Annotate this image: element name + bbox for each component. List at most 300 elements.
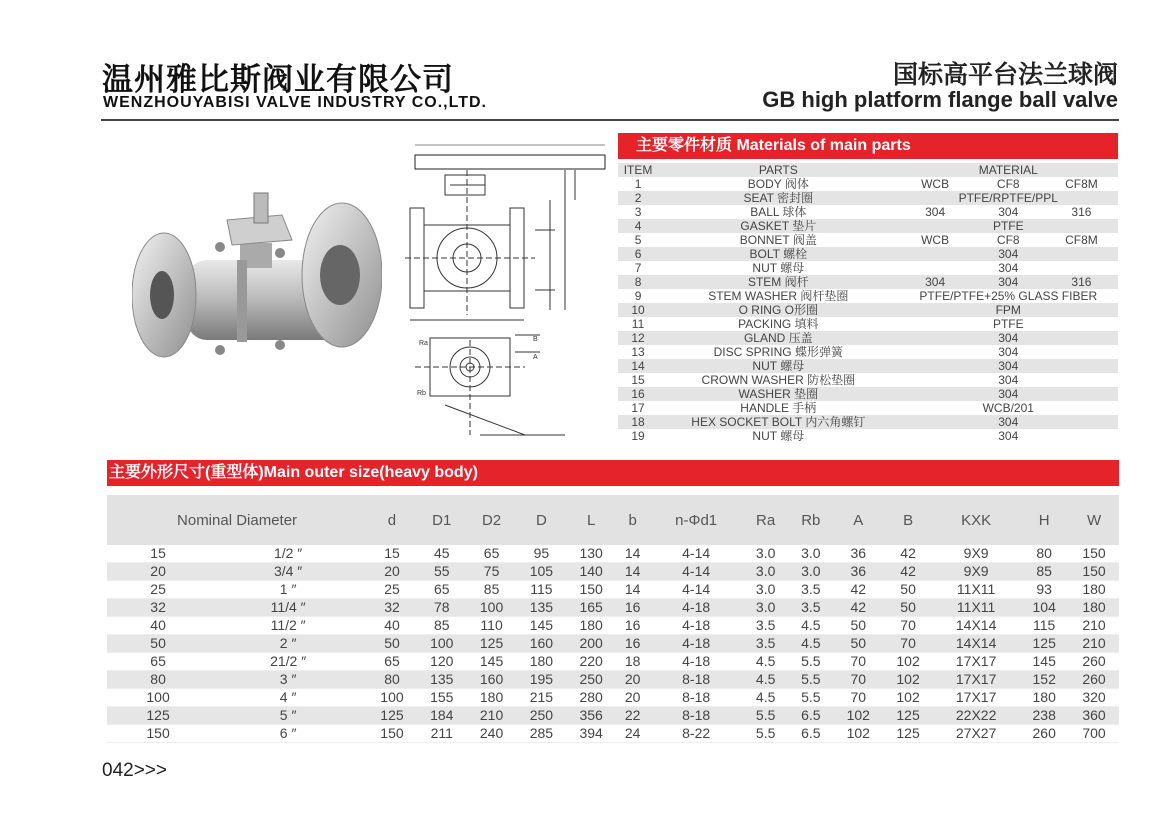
size-value-cell: 85 <box>483 581 500 597</box>
size-value-cell: 20 <box>624 671 641 687</box>
size-value-cell: 50 <box>850 635 867 651</box>
size-dn-cell: 125 <box>146 707 170 723</box>
label-b: B <box>533 336 538 343</box>
size-value-cell: 3.5 <box>801 599 821 615</box>
size-value-cell: 5.5 <box>801 671 821 687</box>
size-dn-cell: 150 <box>146 725 170 741</box>
material-item-no: 19 <box>631 429 645 443</box>
product-title-cn: 国标高平台法兰球阀 <box>892 60 1118 89</box>
size-inch-cell: 2 ″ <box>279 635 297 651</box>
material-value: 304 <box>998 205 1019 219</box>
material-row <box>618 387 1118 401</box>
size-value-cell: 200 <box>579 635 603 651</box>
size-value-cell: 100 <box>380 689 404 705</box>
material-value: PTFE <box>992 219 1024 233</box>
size-header-cell: A <box>833 495 883 545</box>
size-value-cell: 17X17 <box>955 653 997 669</box>
size-value-cell: 4.5 <box>801 617 821 633</box>
size-value-cell: 356 <box>579 707 603 723</box>
size-value-cell: 160 <box>479 671 504 687</box>
size-value-cell: 70 <box>850 671 867 687</box>
size-value-cell: 280 <box>579 689 603 705</box>
size-inch-cell: 5 ″ <box>279 707 297 723</box>
size-inch-cell: 21/2 ″ <box>270 653 307 669</box>
material-value: 304 <box>998 359 1019 373</box>
material-value: 316 <box>1071 205 1092 219</box>
size-inch-cell: 4 ″ <box>279 689 297 705</box>
size-value-cell: 70 <box>850 653 867 669</box>
size-value-cell: 3.5 <box>801 581 821 597</box>
size-value-cell: 3.5 <box>755 617 776 633</box>
material-row <box>618 401 1118 415</box>
size-value-cell: 250 <box>529 707 554 723</box>
size-value-cell: 260 <box>1082 671 1106 687</box>
size-value-cell: 210 <box>479 707 504 723</box>
material-value: 304 <box>998 387 1019 401</box>
size-value-cell: 240 <box>479 725 504 741</box>
size-value-cell: 238 <box>1032 707 1056 723</box>
size-row <box>107 689 1119 707</box>
size-value-cell: 8-18 <box>682 671 711 687</box>
material-item-no: 2 <box>634 191 642 205</box>
size-value-cell: 4-18 <box>682 635 711 651</box>
size-value-cell: 125 <box>380 707 404 723</box>
size-value-cell: 100 <box>479 599 504 615</box>
size-value-cell: 65 <box>433 581 450 597</box>
size-value-cell: 70 <box>900 635 916 651</box>
size-value-cell: 9X9 <box>963 545 989 561</box>
size-value-cell: 135 <box>529 599 554 615</box>
size-value-cell: 32 <box>384 599 400 615</box>
material-value: 304 <box>998 345 1019 359</box>
size-value-cell: 42 <box>850 599 867 615</box>
size-value-cell: 22X22 <box>955 707 997 723</box>
material-row <box>618 345 1118 359</box>
size-value-cell: 165 <box>579 599 603 615</box>
material-item-no: 6 <box>634 247 642 261</box>
header-item: ITEM <box>623 163 653 177</box>
size-value-cell: 6.5 <box>801 725 821 741</box>
material-value: WCB <box>921 233 950 247</box>
size-value-cell: 140 <box>579 563 603 579</box>
size-value-cell: 75 <box>483 563 500 579</box>
size-row <box>107 653 1119 671</box>
size-header-cell: KXK <box>933 495 1019 545</box>
size-value-cell: 100 <box>430 635 454 651</box>
size-value-cell: 394 <box>579 725 603 741</box>
material-value: 304 <box>998 429 1019 443</box>
header-parts: PARTS <box>758 163 798 177</box>
size-value-cell: 14 <box>624 581 641 597</box>
material-row <box>618 429 1118 443</box>
size-header-cell: D1 <box>417 495 467 545</box>
material-value: 304 <box>998 373 1019 387</box>
size-row <box>107 617 1119 635</box>
size-value-cell: 160 <box>529 635 554 651</box>
material-part-name: STEM 阀杆 <box>747 275 809 289</box>
material-row <box>618 359 1118 373</box>
size-value-cell: 130 <box>579 545 603 561</box>
size-header-cell: b <box>616 495 649 545</box>
size-row <box>107 581 1119 599</box>
size-value-cell: 360 <box>1082 707 1106 723</box>
size-value-cell: 150 <box>1082 563 1106 579</box>
material-part-name: HEX SOCKET BOLT 内六角螺钉 <box>691 415 866 429</box>
size-dn-cell: 80 <box>150 671 166 687</box>
materials-table <box>618 163 1118 443</box>
size-dn-cell: 65 <box>150 653 166 669</box>
label-a: A <box>533 354 538 361</box>
material-value: 316 <box>1071 275 1092 289</box>
size-value-cell: 184 <box>430 707 454 723</box>
size-value-cell: 93 <box>1036 581 1052 597</box>
size-value-cell: 220 <box>579 653 603 669</box>
material-row <box>618 261 1118 275</box>
size-value-cell: 180 <box>1032 689 1056 705</box>
size-value-cell: 17X17 <box>955 671 997 687</box>
material-part-name: BOLT 螺栓 <box>749 247 808 261</box>
size-value-cell: 3.5 <box>755 635 776 651</box>
material-item-no: 5 <box>634 233 642 247</box>
size-value-cell: 125 <box>896 707 920 723</box>
size-row <box>107 563 1119 581</box>
size-value-cell: 27X27 <box>955 725 997 741</box>
material-item-no: 13 <box>631 345 645 359</box>
material-part-name: BODY 阀体 <box>747 177 809 191</box>
size-value-cell: 4-14 <box>682 581 711 597</box>
material-part-name: CROWN WASHER 防松垫圈 <box>701 373 856 387</box>
material-row <box>618 233 1118 247</box>
size-value-cell: 260 <box>1032 725 1056 741</box>
size-value-cell: 115 <box>1033 617 1056 633</box>
size-value-cell: 210 <box>1082 635 1106 651</box>
size-value-cell: 24 <box>624 725 641 741</box>
size-value-cell: 42 <box>850 581 867 597</box>
material-value: 304 <box>925 275 946 289</box>
size-value-cell: 5.5 <box>755 725 776 741</box>
material-value: FPM <box>995 303 1021 317</box>
size-value-cell: 145 <box>529 617 554 633</box>
size-value-cell: 4-14 <box>682 545 711 561</box>
material-value: 304 <box>998 415 1019 429</box>
material-item-no: 17 <box>631 401 645 415</box>
material-item-no: 14 <box>631 359 645 373</box>
size-value-cell: 65 <box>483 545 500 561</box>
label-ra: Ra <box>419 340 428 347</box>
size-value-cell: 152 <box>1032 671 1056 687</box>
material-part-name: PACKING 填料 <box>738 317 819 331</box>
valve-technical-drawing <box>405 140 615 440</box>
material-item-no: 7 <box>634 261 642 275</box>
material-part-name: BALL 球体 <box>750 205 807 219</box>
size-value-cell: 3.0 <box>801 563 821 579</box>
material-value: 304 <box>998 261 1019 275</box>
size-value-cell: 50 <box>900 599 916 615</box>
material-value: WCB/201 <box>982 401 1034 415</box>
material-row <box>618 191 1118 205</box>
size-value-cell: 4-18 <box>682 617 711 633</box>
size-value-cell: 180 <box>529 653 554 669</box>
size-value-cell: 210 <box>1082 617 1106 633</box>
size-value-cell: 11X11 <box>956 581 996 597</box>
size-header-cell: D <box>516 495 566 545</box>
size-header-cell: Rb <box>788 495 833 545</box>
size-value-cell: 180 <box>479 689 504 705</box>
material-part-name: SEAT 密封圈 <box>743 191 814 205</box>
size-value-cell: 50 <box>384 635 400 651</box>
valve-photo <box>132 185 382 390</box>
size-value-cell: 211 <box>430 725 453 741</box>
size-value-cell: 102 <box>846 725 870 741</box>
sizes-title-bar: 主要外形尺寸(重型体)Main outer size(heavy body) <box>107 460 1119 486</box>
size-inch-cell: 11/4 ″ <box>270 599 306 615</box>
size-value-cell: 150 <box>579 581 603 597</box>
size-value-cell: 14 <box>624 563 641 579</box>
size-value-cell: 16 <box>624 635 641 651</box>
material-row <box>618 303 1118 317</box>
size-value-cell: 45 <box>433 545 450 561</box>
size-value-cell: 102 <box>896 671 920 687</box>
material-part-name: HANDLE 手柄 <box>740 401 817 415</box>
material-row <box>618 317 1118 331</box>
size-value-cell: 180 <box>579 617 603 633</box>
material-part-name: WASHER 垫圈 <box>738 387 819 401</box>
size-header-cell: d <box>367 495 417 545</box>
header-divider <box>101 119 1119 121</box>
size-inch-cell: 1 ″ <box>279 581 297 597</box>
material-item-no: 4 <box>634 219 642 233</box>
size-value-cell: 3.0 <box>755 563 776 579</box>
size-value-cell: 16 <box>624 599 641 615</box>
size-value-cell: 36 <box>850 545 867 561</box>
material-item-no: 8 <box>634 275 642 289</box>
size-value-cell: 14X14 <box>955 635 997 651</box>
material-part-name: O RING O形圈 <box>738 303 818 317</box>
size-value-cell: 4.5 <box>755 689 776 705</box>
material-item-no: 10 <box>631 303 645 317</box>
size-value-cell: 700 <box>1082 725 1106 741</box>
material-row <box>618 289 1118 303</box>
size-value-cell: 55 <box>433 563 450 579</box>
size-header-cell: Ra <box>743 495 788 545</box>
size-value-cell: 102 <box>846 707 870 723</box>
size-row <box>107 545 1119 563</box>
size-value-cell: 125 <box>479 635 504 651</box>
size-value-cell: 18 <box>624 653 641 669</box>
size-value-cell: 42 <box>900 545 916 561</box>
size-value-cell: 110 <box>480 617 503 633</box>
size-value-cell: 125 <box>896 725 920 741</box>
material-item-no: 16 <box>631 387 645 401</box>
size-value-cell: 80 <box>1036 545 1052 561</box>
size-value-cell: 4.5 <box>755 671 776 687</box>
material-item-no: 18 <box>631 415 645 429</box>
size-dn-cell: 20 <box>150 563 166 579</box>
material-row <box>618 205 1118 219</box>
size-value-cell: 9X9 <box>963 563 989 579</box>
size-value-cell: 50 <box>900 581 916 597</box>
material-value: 304 <box>998 247 1019 261</box>
size-value-cell: 8-18 <box>682 707 711 723</box>
size-value-cell: 6.5 <box>801 707 821 723</box>
material-row <box>618 247 1118 261</box>
size-value-cell: 150 <box>380 725 404 741</box>
size-value-cell: 5.5 <box>801 653 821 669</box>
material-item-no: 3 <box>634 205 642 219</box>
size-inch-cell: 11/2 ″ <box>270 617 306 633</box>
size-dn-cell: 15 <box>150 545 166 561</box>
size-value-cell: 4-18 <box>682 653 711 669</box>
size-value-cell: 25 <box>384 581 400 597</box>
size-value-cell: 3.0 <box>755 581 776 597</box>
material-item-no: 1 <box>634 177 642 191</box>
size-value-cell: 180 <box>1082 599 1106 615</box>
size-value-cell: 70 <box>900 617 916 633</box>
material-value: 304 <box>998 275 1019 289</box>
page-number: 042>>> <box>102 760 167 781</box>
size-value-cell: 104 <box>1032 599 1056 615</box>
size-value-cell: 22 <box>624 707 641 723</box>
size-value-cell: 120 <box>430 653 454 669</box>
size-value-cell: 95 <box>533 545 550 561</box>
material-value: CF8 <box>996 177 1020 191</box>
size-row <box>107 635 1119 653</box>
size-value-cell: 3.0 <box>801 545 821 561</box>
size-value-cell: 102 <box>896 689 920 705</box>
size-row <box>107 599 1119 617</box>
size-dn-cell: 25 <box>150 581 166 597</box>
product-title-en: GB high platform flange ball valve <box>762 87 1118 112</box>
size-value-cell: 125 <box>1032 635 1056 651</box>
size-value-cell: 102 <box>896 653 920 669</box>
size-row <box>107 707 1119 725</box>
material-value: PTFE/RPTFE/PPL <box>958 191 1058 205</box>
header-material: MATERIAL <box>978 163 1038 177</box>
size-value-cell: 105 <box>529 563 554 579</box>
size-value-cell: 145 <box>1032 653 1056 669</box>
material-row <box>618 373 1118 387</box>
size-value-cell: 8-18 <box>682 689 711 705</box>
size-inch-cell: 3/4 ″ <box>273 563 303 579</box>
size-value-cell: 195 <box>529 671 554 687</box>
size-dn-cell: 50 <box>150 635 166 651</box>
material-row <box>618 275 1118 289</box>
size-value-cell: 4.5 <box>801 635 821 651</box>
material-value: WCB <box>921 177 950 191</box>
size-value-cell: 135 <box>430 671 454 687</box>
size-value-cell: 4-18 <box>682 599 711 615</box>
material-row <box>618 415 1118 429</box>
material-part-name: NUT 螺母 <box>752 359 805 373</box>
size-value-cell: 36 <box>850 563 867 579</box>
material-row <box>618 177 1118 191</box>
material-value: 304 <box>998 331 1019 345</box>
company-name-cn: 温州雅比斯阀业有限公司 <box>102 62 454 98</box>
size-value-cell: 4.5 <box>755 653 776 669</box>
material-row <box>618 331 1118 345</box>
label-rb: Rb <box>417 390 426 397</box>
material-item-no: 9 <box>634 289 642 303</box>
material-item-no: 12 <box>631 331 645 345</box>
material-value: CF8M <box>1065 177 1098 191</box>
size-value-cell: 14 <box>624 545 641 561</box>
size-value-cell: 17X17 <box>955 689 997 705</box>
company-name-en: WENZHOUYABISI VALVE INDUSTRY CO.,LTD. <box>103 94 487 111</box>
size-value-cell: 85 <box>433 617 450 633</box>
size-value-cell: 285 <box>529 725 554 741</box>
size-value-cell: 40 <box>384 617 400 633</box>
size-value-cell: 250 <box>579 671 603 687</box>
size-value-cell: 180 <box>1082 581 1106 597</box>
size-value-cell: 85 <box>1036 563 1052 579</box>
material-value: 304 <box>925 205 946 219</box>
size-header-cell: D2 <box>467 495 517 545</box>
material-part-name: BONNET 阀盖 <box>739 233 817 247</box>
material-part-name: GASKET 垫片 <box>740 219 817 233</box>
size-value-cell: 50 <box>850 617 867 633</box>
size-inch-cell: 3 ″ <box>279 671 297 687</box>
material-value: CF8M <box>1065 233 1098 247</box>
size-dn-cell: 100 <box>146 689 170 705</box>
size-value-cell: 115 <box>530 581 553 597</box>
size-inch-cell: 6 ″ <box>279 725 297 741</box>
material-part-name: NUT 螺母 <box>752 261 805 275</box>
material-part-name: GLAND 压盖 <box>743 331 813 345</box>
material-part-name: STEM WASHER 阀杆垫圈 <box>708 289 849 303</box>
sizes-table <box>107 495 1119 743</box>
size-value-cell: 42 <box>900 563 916 579</box>
size-value-cell: 145 <box>479 653 504 669</box>
size-value-cell: 70 <box>850 689 867 705</box>
size-header-cell: n-Φd1 <box>649 495 743 545</box>
material-part-name: NUT 螺母 <box>752 429 805 443</box>
size-value-cell: 20 <box>624 689 641 705</box>
size-value-cell: 150 <box>1082 545 1106 561</box>
size-value-cell: 20 <box>384 563 400 579</box>
materials-title-bar: 主要零件材质 Materials of main parts <box>618 133 1118 159</box>
size-value-cell: 65 <box>384 653 400 669</box>
material-value: CF8 <box>996 233 1020 247</box>
size-value-cell: 3.0 <box>755 545 776 561</box>
size-value-cell: 155 <box>430 689 454 705</box>
size-header-cell: H <box>1019 495 1069 545</box>
material-value: PTFE <box>992 317 1024 331</box>
size-header-cell: B <box>883 495 933 545</box>
size-value-cell: 5.5 <box>755 707 776 723</box>
size-value-cell: 16 <box>624 617 641 633</box>
size-inch-cell: 1/2 ″ <box>273 545 303 561</box>
size-value-cell: 320 <box>1082 689 1106 705</box>
size-value-cell: 4-14 <box>682 563 711 579</box>
size-row <box>107 671 1119 689</box>
material-value: PTFE/PTFE+25% GLASS FIBER <box>919 289 1098 303</box>
size-header-cell: Nominal Diameter <box>107 495 367 545</box>
size-dn-cell: 40 <box>150 617 166 633</box>
material-part-name: DISC SPRING 蝶形弹簧 <box>713 345 843 359</box>
material-item-no: 15 <box>631 373 645 387</box>
material-item-no: 11 <box>631 317 645 331</box>
size-value-cell: 8-22 <box>682 725 711 741</box>
size-value-cell: 14X14 <box>955 617 997 633</box>
size-value-cell: 78 <box>433 599 450 615</box>
size-value-cell: 11X11 <box>956 599 996 615</box>
size-value-cell: 15 <box>384 545 400 561</box>
size-value-cell: 3.0 <box>755 599 776 615</box>
size-value-cell: 260 <box>1082 653 1106 669</box>
size-dn-cell: 32 <box>150 599 166 615</box>
size-value-cell: 80 <box>384 671 400 687</box>
material-row <box>618 219 1118 233</box>
